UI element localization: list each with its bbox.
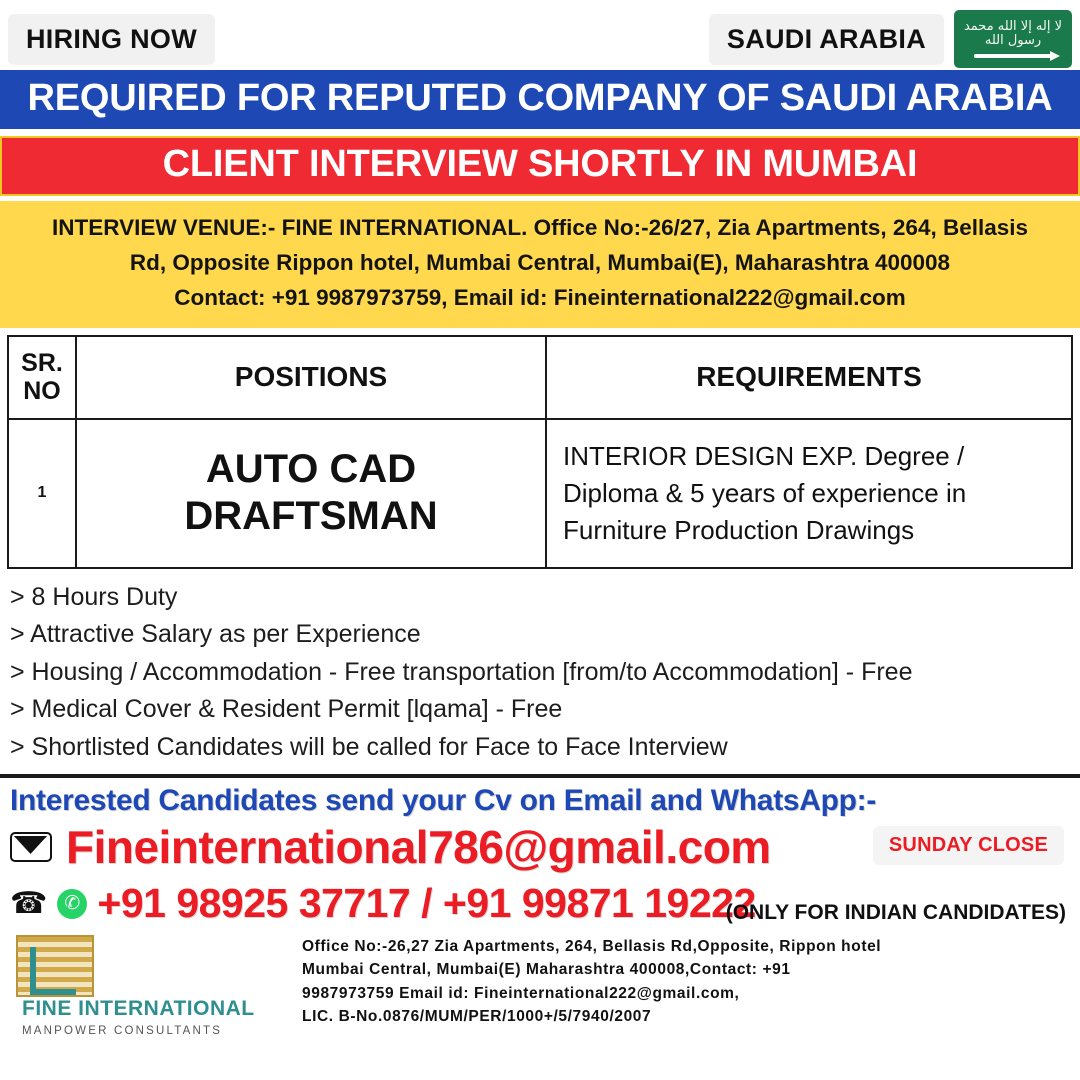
footer-address: [302, 935, 881, 1028]
footer-license-line: LIC. B-No.0876/MUM/PER/1000+/5/7940/2007: [302, 1007, 652, 1025]
logo-company-name: FINE INTERNATIONAL: [22, 997, 255, 1020]
footer-address-line-1: Office No:-26,27 Zia Apartments, 264, Bellasis Rd,Opposite, Rippon hotel: [302, 938, 882, 955]
table-row: [8, 419, 1072, 567]
column-header-positions: POSITIONS: [76, 336, 546, 420]
contact-cta-text: Interested Candidates send your Cv on Email and WhatsApp:-: [10, 784, 877, 817]
headline-primary: REQUIRED FOR REPUTED COMPANY OF SAUDI ARABIA: [0, 70, 1080, 129]
positions-table: [7, 335, 1073, 569]
contact-phones[interactable]: +91 98925 37717 / +91 99871 19222: [97, 880, 756, 926]
flag-script-text: لا إله إلا الله محمد رسول الله: [963, 18, 1063, 48]
saudi-arabia-flag-icon: [954, 10, 1072, 68]
benefits-list: [0, 569, 1080, 771]
country-group: [709, 10, 1072, 68]
logo-tagline: MANPOWER CONSULTANTS: [22, 1025, 223, 1037]
footer: [0, 927, 1080, 1045]
top-bar: [0, 0, 1080, 70]
table-header-row: [8, 336, 1072, 420]
contact-email[interactable]: Fineinternational786@gmail.com: [66, 821, 771, 873]
indian-candidates-note: (ONLY FOR INDIAN CANDIDATES): [725, 901, 1066, 924]
logo-mark-icon: [16, 935, 94, 997]
phone-row: [10, 880, 1070, 927]
venue-line-2: Rd, Opposite Rippon hotel, Mumbai Central, Mumbai(E), Maharashtra 400008: [129, 249, 951, 275]
cell-requirement: INTERIOR DESIGN EXP. Degree / Diploma & 5 years of experience in Furniture Production Drawings: [546, 419, 1072, 567]
list-item: > Attractive Salary as per Experience: [10, 620, 421, 648]
cell-position: AUTO CAD DRAFTSMAN: [76, 419, 546, 567]
interview-venue-block: [0, 201, 1080, 328]
footer-address-line-2: Mumbai Central, Mumbai(E) Maharashtra 400008,Contact: +91: [302, 961, 791, 979]
headline-secondary-wrap: [0, 129, 1080, 201]
list-item: > Housing / Accommodation - Free transportation [from/to Accommodation] - Free: [10, 657, 913, 686]
list-item: > Medical Cover & Resident Permit [lqama] - Free: [10, 695, 563, 723]
list-item: > Shortlisted Candidates will be called for Face to Face Interview: [10, 732, 728, 761]
cell-sr-no: 1: [8, 419, 76, 567]
venue-line-3: Contact: +91 9987973759, Email id: Fineinternational222@gmail.com: [174, 284, 906, 310]
flag-sword-shape: [974, 54, 1052, 58]
contact-block: [0, 774, 1080, 927]
envelope-icon: [10, 832, 52, 862]
venue-line-1: INTERVIEW VENUE:- FINE INTERNATIONAL. Office No:-26/27, Zia Apartments, 264, Bellasis: [51, 215, 1029, 240]
list-item: > 8 Hours Duty: [10, 582, 178, 611]
phone-icon: ☎: [10, 886, 48, 920]
column-header-sr-no: SR. NO: [8, 336, 76, 420]
hiring-now-badge: HIRING NOW: [8, 14, 215, 65]
footer-address-line-3: 9987973759 Email id: Fineinternational222@gmail.com,: [302, 984, 740, 1002]
logo-text-group: [22, 997, 255, 1039]
country-badge: SAUDI ARABIA: [709, 14, 944, 65]
headline-secondary: CLIENT INTERVIEW SHORTLY IN MUMBAI: [0, 133, 1080, 199]
sunday-close-badge: SUNDAY CLOSE: [873, 826, 1064, 865]
whatsapp-icon: ✆: [57, 889, 87, 919]
company-logo: [16, 935, 286, 1039]
email-row: [10, 820, 1070, 874]
column-header-requirements: REQUIREMENTS: [546, 336, 1072, 420]
